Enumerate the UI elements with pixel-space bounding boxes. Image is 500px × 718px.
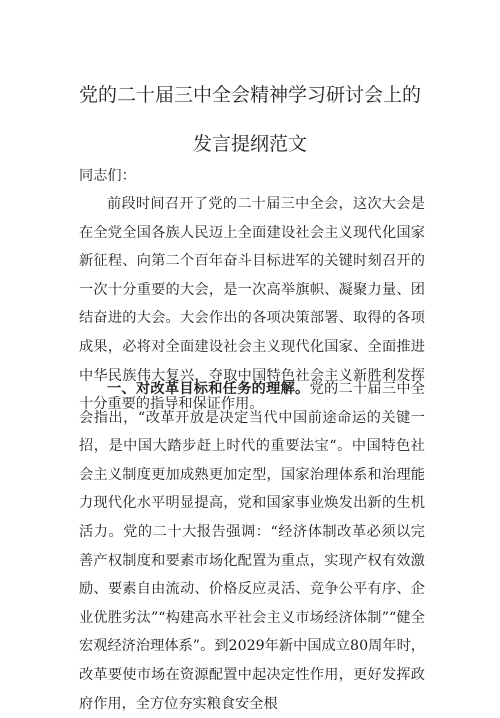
salutation: 同志们： [79,168,136,184]
section-body: 党的二十届三中全会指出，“改革开放是决定当代中国前途命运的关键一招，是中国大踏步赶上时代的重要法宝“。中国特色社会主义制度更加成熟更加定型，国家治理体系和治理能力现代化水平明显提高，党和国家事业焕发出新的生机活力。党的二十大报告强调：“经济体制改革必须以完善产权制度和要素市场化配置为重点，实现产权有效激励、要素自由流动、价格反应灵活、竞争公平有序、企业优胜劣汰”“构建高水平社会主义市场经济体制”“健全宏观经济治理体系”。到2029年新中国成立80周年时，改革要使市场在资源配置中起决定性作用，更好发挥政府作用，全方位夯实粮食安全根 [79,381,425,712]
section-heading: 一、对改革目标和任务的理解。 [107,381,310,397]
paragraph-intro: 前段时间召开了党的二十届三中全会，这次大会是在全党全国各族人民迈上全面建设社会主义现代化国家新征程、向第二个百年奋斗目标进军的关键时刻召开的一次十分重要的大会，是一次高举旗帜、凝聚力量、团结奋进的大会。大会作出的各项决策部署、取得的各项成果，必将对全面建设社会主义现代化国家、全面推进中华民族伟大复兴，夺取中国特色社会主义新胜利发挥十分重要的指导和保证作用。 [79,196,425,413]
document-title-line-1: 党的二十届三中全会精神学习研讨会上的 [78,84,421,106]
paragraph-section-one [79,375,425,718]
document-title-line-2: 发言提纲范文 [192,133,307,155]
